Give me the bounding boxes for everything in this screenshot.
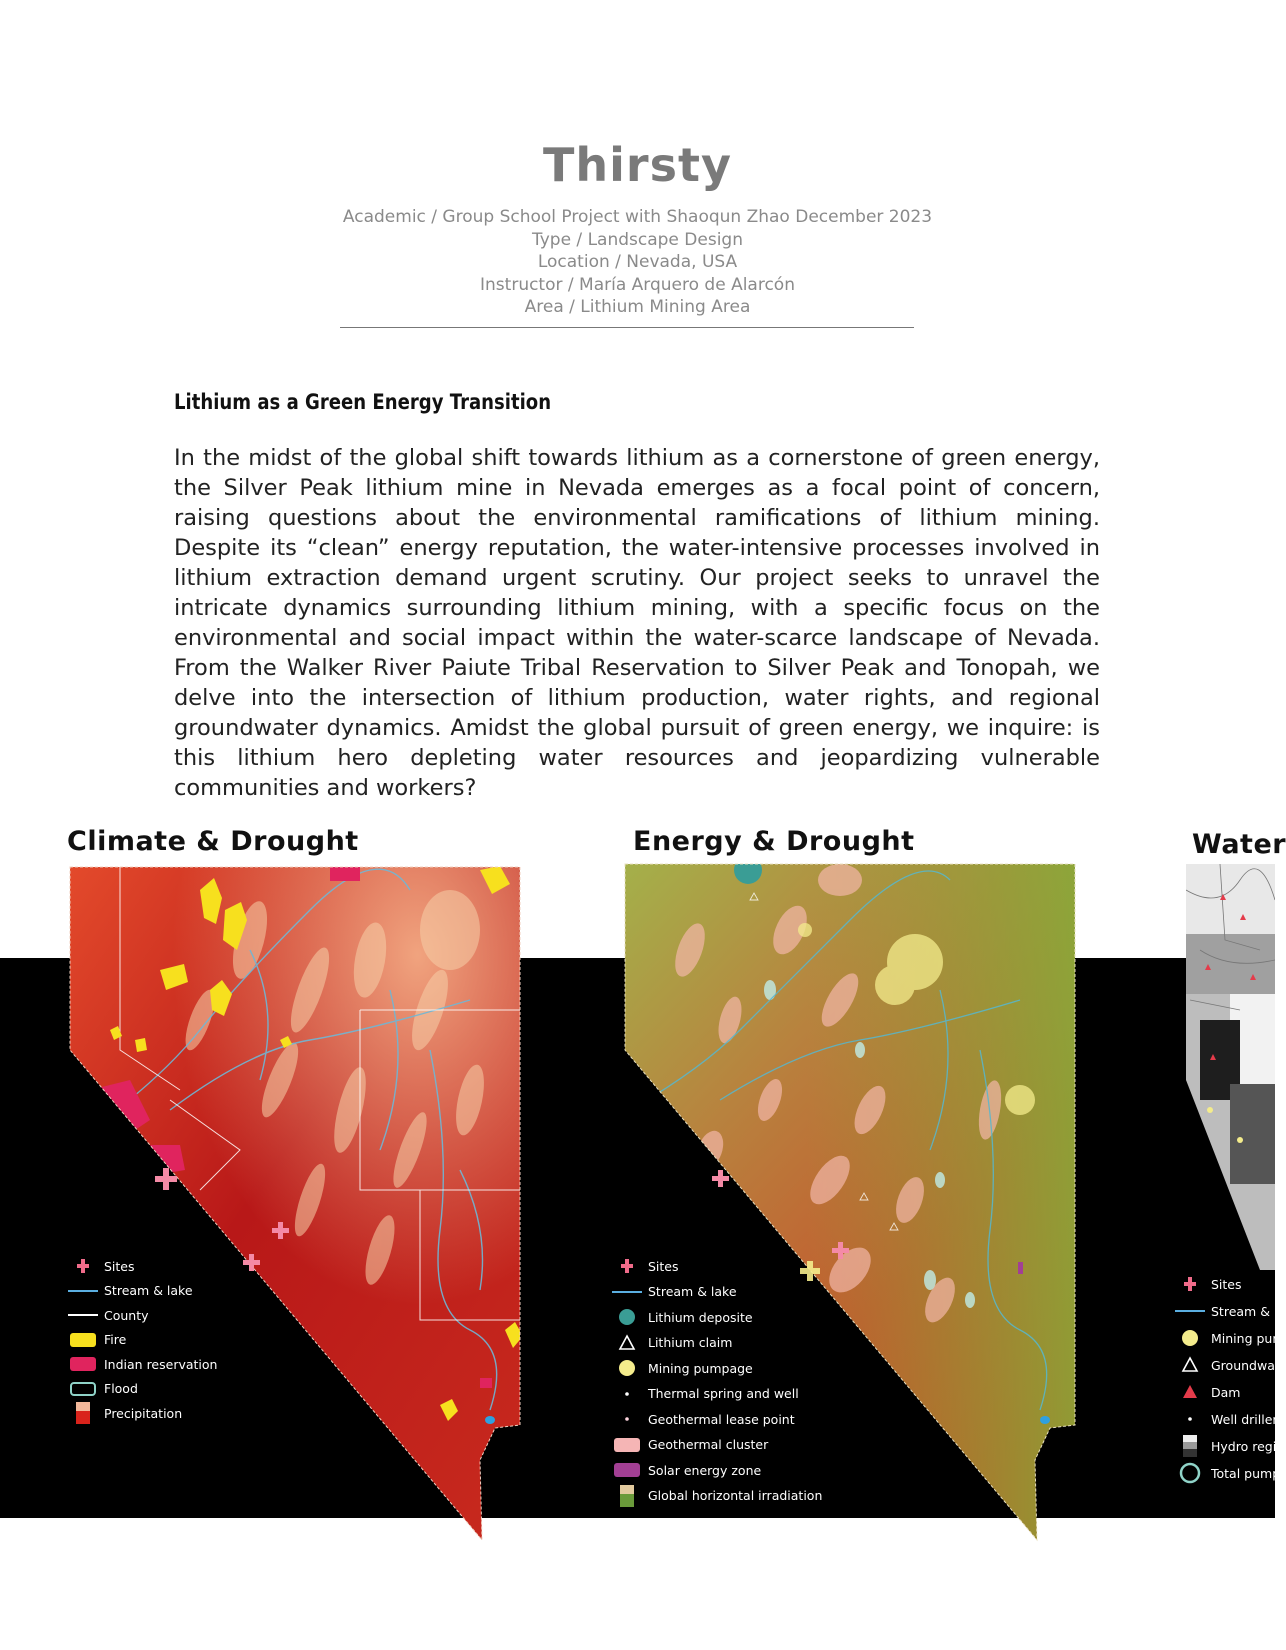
line-icon — [1175, 1300, 1205, 1322]
legend-label: Hydro regi — [1211, 1438, 1277, 1454]
legend-item — [1175, 1409, 1278, 1429]
legend-label: Lithium deposite — [648, 1309, 753, 1325]
dot-icon — [612, 1306, 642, 1328]
swatch-icon — [612, 1459, 642, 1481]
gradient-swatch-icon — [68, 1402, 98, 1424]
legend-label: Global horizontal irradiation — [648, 1488, 823, 1503]
legend-item — [1175, 1328, 1277, 1348]
line-icon — [68, 1280, 98, 1302]
legend-item — [612, 1460, 761, 1480]
line-icon — [68, 1304, 98, 1326]
page-title: Thirsty — [543, 138, 732, 192]
swatch-icon — [68, 1329, 98, 1351]
swatch-icon — [612, 1434, 642, 1456]
map-title-climate: Climate & Drought — [67, 826, 359, 857]
meta-line-area: Area / Lithium Mining Area — [524, 297, 751, 317]
legend-label: Flood — [104, 1381, 138, 1396]
legend-label: Geothermal cluster — [648, 1437, 769, 1452]
legend-item — [68, 1330, 126, 1350]
meta-line-instructor: Instructor / María Arquero de Alarcón — [480, 274, 795, 295]
legend-item — [612, 1435, 768, 1455]
legend-item — [68, 1354, 217, 1374]
legend-label: Mining pumpage — [648, 1360, 753, 1376]
small-dot-icon — [1175, 1408, 1205, 1430]
legend-item — [1175, 1463, 1280, 1483]
legend-label: Geothermal lease point — [648, 1411, 795, 1427]
legend-label: Sites — [648, 1258, 679, 1274]
legend-label: Indian reservation — [104, 1356, 218, 1372]
gradient-swatch-icon — [612, 1485, 642, 1507]
line-icon — [612, 1281, 642, 1303]
legend-item — [612, 1307, 753, 1327]
meta-line-academic: Academic / Group School Project with Shaoqun Zhao December 2023 — [342, 207, 933, 227]
legend-label: Groundwa — [1211, 1357, 1275, 1373]
legend-label: Stream & lake — [648, 1284, 737, 1299]
legend-label: Lithium claim — [648, 1335, 733, 1350]
legend-label: Dam — [1211, 1384, 1241, 1400]
legend-label: County — [104, 1307, 149, 1323]
legend-item — [612, 1333, 732, 1353]
legend-item — [612, 1384, 799, 1404]
header-divider — [340, 327, 914, 328]
section-body: In the midst of the global shift towards lithium as a cornerstone of green energy, the Silver Peak lithium mine in Nevada emerges as a focal point of concern, raising questions about the environmental ramifications of lithium mining. Despite its “clean” energy reputation, the water-intensive processes involved in lithium extraction demand urgent scrutiny. Our project seeks to unravel the intricate dynamics surrounding lithium mining, with a specific focus on the environmental and social impact within the water-scarce landscape of Nevada. From the Walker River Paiute Tribal Reservation to Silver Peak and Tonopah, we delve into the intersection of lithium production, water rights, and regional groundwater dynamics. Amidst the global pursuit of green energy, we inquire: is this lithium hero depleting water resources and jeopardizing vulnerable communities and workers? — [174, 445, 1100, 801]
dot-icon — [612, 1357, 642, 1379]
triangle-outline-icon — [1175, 1354, 1205, 1376]
legend-item — [1175, 1274, 1242, 1294]
cross-icon — [612, 1255, 642, 1277]
dot-icon — [1175, 1327, 1205, 1349]
map-title-water: Water — [1192, 829, 1286, 860]
legend-label: Stream & l — [1211, 1303, 1278, 1319]
legend-label: Mining pur — [1211, 1330, 1278, 1346]
legend-item — [1175, 1301, 1277, 1321]
cross-icon — [1175, 1273, 1205, 1295]
small-dot-icon — [612, 1383, 642, 1405]
legend-item — [612, 1256, 679, 1276]
legend-label: Thermal spring and well — [648, 1386, 799, 1401]
legend-item — [68, 1256, 135, 1276]
legend-label: Stream & lake — [104, 1283, 193, 1298]
project-meta — [0, 206, 1275, 319]
legend-item — [1175, 1436, 1276, 1456]
legend-item — [612, 1409, 795, 1429]
section-heading: Lithium as a Green Energy Transition — [174, 390, 552, 414]
legend-label: Sites — [104, 1258, 135, 1274]
legend-item — [612, 1282, 737, 1302]
map-water — [1180, 850, 1275, 1270]
triangle-outline-icon — [612, 1332, 642, 1354]
meta-line-location: Location / Nevada, USA — [537, 252, 738, 272]
legend-label: Solar energy zone — [648, 1462, 762, 1478]
swatch-icon — [68, 1353, 98, 1375]
stack-swatch-icon — [1175, 1435, 1205, 1457]
small-dot-icon — [612, 1408, 642, 1430]
ring-icon — [1175, 1462, 1205, 1484]
legend-item — [68, 1403, 182, 1423]
legend-item — [68, 1379, 138, 1399]
outline-swatch-icon — [68, 1378, 98, 1400]
map-climate-drought — [50, 850, 540, 1550]
map-title-energy: Energy & Drought — [633, 826, 915, 857]
legend-label: Total pump — [1211, 1465, 1281, 1481]
legend-item — [612, 1486, 822, 1506]
cross-icon — [68, 1255, 98, 1277]
legend-label: Precipitation — [104, 1405, 183, 1421]
legend-item — [68, 1305, 149, 1325]
triangle-icon — [1175, 1381, 1205, 1403]
legend-item — [612, 1358, 753, 1378]
legend-label: Fire — [104, 1332, 127, 1347]
legend-item — [68, 1281, 193, 1301]
legend-item — [1175, 1355, 1275, 1375]
legend-label: Well driller — [1211, 1411, 1278, 1427]
meta-line-type: Type / Landscape Design — [531, 229, 743, 250]
legend-item — [1175, 1382, 1240, 1402]
legend-label: Sites — [1211, 1276, 1242, 1292]
